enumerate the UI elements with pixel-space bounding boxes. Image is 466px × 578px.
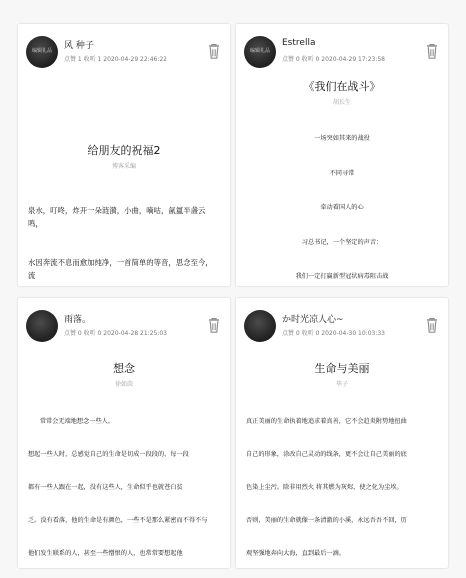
post-author: 徐如茵 [114,381,133,388]
post-card[interactable] [236,24,448,286]
post-title: 《我们在战斗》 [303,80,381,93]
content-line: 不同寻常 [329,169,355,177]
content-line: 一场突如其来的战役 [314,135,370,142]
post-header [26,310,222,346]
content-line: 想起一些人时，总感觉自己的生命是切成一段段的，每一段 [28,451,189,458]
post-content [246,110,438,286]
avatar[interactable] [244,310,276,342]
content-line: 泉水，叮咚，炸开一朵涟漪，小曲，嘀咕，氤氲半盏云鸣， [28,206,206,228]
post-card[interactable] [18,24,230,286]
post-meta: 点赞 0 收听 0 2020-04-29 17:23:58 [282,56,385,63]
trash-icon[interactable] [424,316,440,334]
content-line: 色染上尘污。除非用烈火 将其燃为灰烬，使之化为尘埃。 [246,484,403,491]
content-line: 真正美丽的生命执着地追求着真善，它不会趋炎附势地扭曲 [246,418,407,425]
content-line: 牵动着国人的心 [320,204,364,211]
post-card[interactable] [18,298,230,568]
post-body [28,142,220,280]
content-line: 水因奔流不息而愈加纯净，一首简单的等音，思念至今，流 [28,258,213,280]
content-line: 都有一些人跟在一起，没有这些人，生命似乎也就苍白贫 [28,484,183,491]
content-line: 我们一定打赢新型冠状病毒阻击战 [295,273,389,280]
content-line: 常常会无端地想念一些人。 [28,418,115,425]
post-author: 毕子 [335,381,348,388]
post-meta: 点赞 0 收听 0 2020-04-30 10:03:33 [282,330,385,337]
post-author: 胡长生 [332,99,351,106]
post-header [244,36,440,72]
post-body [28,360,220,558]
content-line: 习总书记，一个坚定的声音： [301,238,383,246]
post-author: 博客采编 [111,163,136,170]
post-title: 想念 [113,362,135,375]
post-content [28,178,220,286]
post-meta: 点赞 1 收听 1 2020-04-29 22:46:22 [64,56,167,63]
content-line: 自己的形象，涂改自己灵动的线条，更不会让自己美丽的底 [246,451,407,458]
post-content [246,394,438,568]
content-line: 乏。没有看落，他的生命是有颜色，一些不是那么紧密而不得不与 [28,517,208,524]
trash-icon[interactable] [206,42,222,60]
post-header [26,36,222,72]
post-content [28,394,220,568]
avatar-label: 编辑礼品 [32,48,53,54]
username[interactable]: Estrella [282,38,316,48]
content-line: 他们发生联系的人，甚至一些憎恨的人，也常常要想起他 [28,550,183,557]
avatar[interactable] [26,36,58,68]
post-header [244,310,440,346]
trash-icon[interactable] [424,42,440,60]
username[interactable]: か时光凉人心~ [282,315,344,325]
avatar[interactable] [26,310,58,342]
post-title: 给朋友的祝福2 [87,144,161,157]
avatar[interactable] [244,36,276,68]
post-meta: 点赞 0 收听 0 2020-04-28 21:25:03 [64,330,167,337]
trash-icon[interactable] [206,316,222,334]
content-line: 观坚强地奔向大海，直到最后一滴。 [246,550,345,557]
post-body [246,78,438,280]
username[interactable]: 风 种子 [64,41,94,51]
post-card[interactable] [236,298,448,568]
username[interactable]: 雨落。 [64,315,92,325]
post-body [246,360,438,558]
content-line: 否则，美丽的生命就像一条清澈的小溪，永远吾吾不回，历 [246,517,407,524]
avatar-label: 编辑礼品 [250,48,271,54]
post-title: 生命与美丽 [314,362,370,375]
